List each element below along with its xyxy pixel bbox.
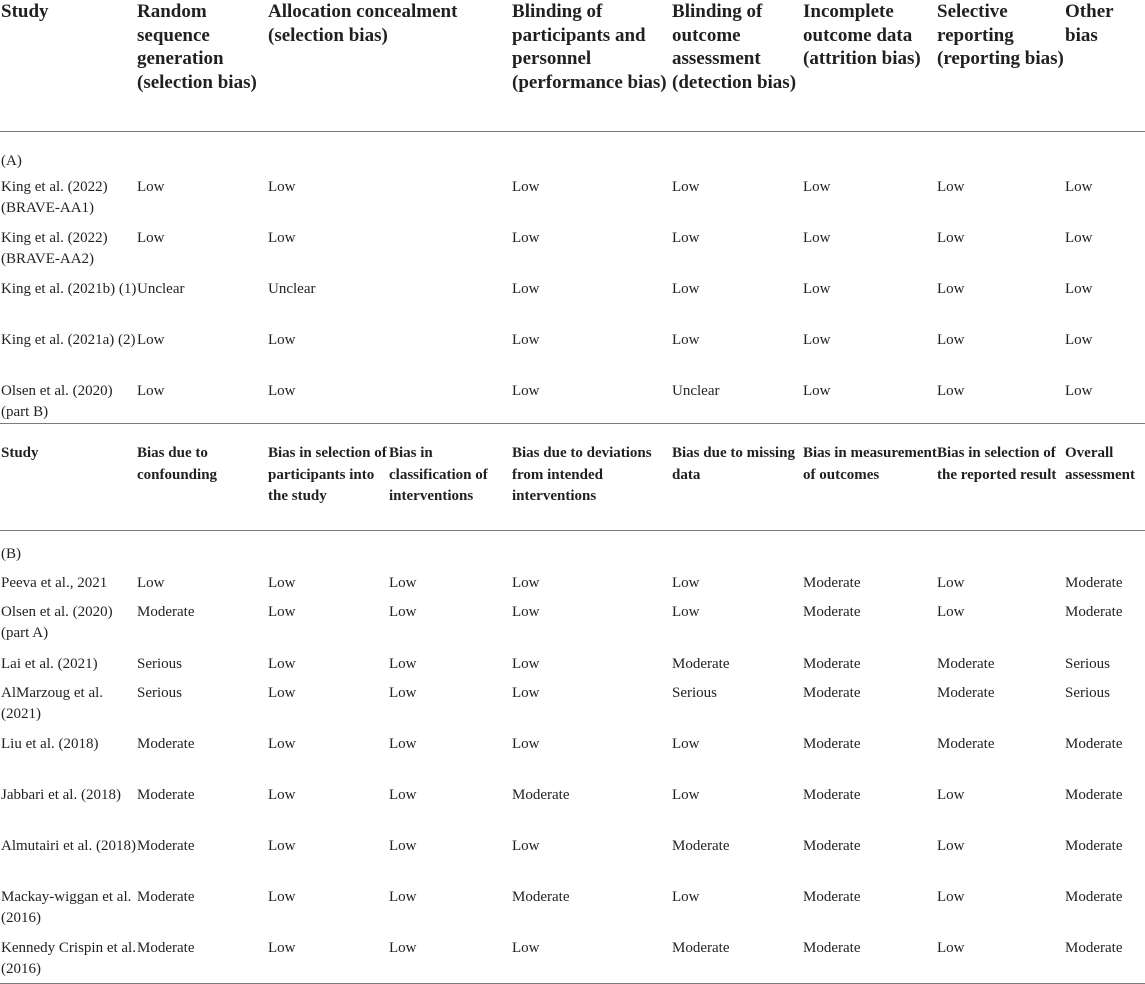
rating-cell: Unclear — [137, 281, 185, 297]
column-header-study: Study — [1, 445, 39, 461]
study-name-cell: King et al. (2021a) (2) — [1, 332, 136, 348]
rating-cell: Low — [512, 736, 540, 752]
rating-cell: Low — [512, 575, 540, 591]
rating-cell: Low — [1065, 281, 1093, 297]
rating-cell: Low — [268, 383, 296, 399]
study-name-cell: Liu et al. (2018) — [1, 736, 99, 752]
rating-cell: Low — [268, 575, 296, 591]
rating-cell: Moderate — [1065, 940, 1123, 956]
rating-cell: Low — [389, 736, 417, 752]
table-a-header-row — [0, 0, 1145, 132]
rating-cell: Low — [803, 383, 831, 399]
rating-cell: Moderate — [937, 685, 995, 701]
rating-cell: Low — [268, 604, 296, 620]
rating-cell: Low — [672, 787, 700, 803]
rating-cell: Moderate — [803, 575, 861, 591]
column-header-random-sequence: Random sequence generation (selection bias) — [137, 1, 257, 93]
rating-cell: Moderate — [937, 656, 995, 672]
column-header-allocation-concealment: Allocation concealment (selection bias) — [268, 1, 458, 46]
table-row — [0, 596, 1145, 647]
column-header-blinding-outcome: Blinding of outcome assessment (detection bias) — [672, 1, 797, 93]
study-name-cell: King et al. (2022) (BRAVE-AA2) — [1, 230, 108, 267]
rating-cell: Moderate — [803, 940, 861, 956]
rating-cell: Moderate — [937, 736, 995, 752]
rating-cell: Moderate — [672, 656, 730, 672]
rating-cell: Low — [937, 604, 965, 620]
study-name-cell: Mackay-wiggan et al. (2016) — [1, 889, 132, 926]
rating-cell: Low — [937, 787, 965, 803]
rating-cell: Low — [937, 230, 965, 246]
rating-cell: Low — [512, 179, 540, 195]
rating-cell: Low — [268, 736, 296, 752]
table-b-header-row — [0, 428, 1145, 531]
column-header-missing-data: Bias due to missing data — [672, 445, 795, 483]
rating-cell: Low — [803, 281, 831, 297]
rating-cell: Low — [937, 575, 965, 591]
column-header-deviations-interventions: Bias due to deviations from intended interventions — [512, 445, 652, 504]
rating-cell: Serious — [1065, 656, 1110, 672]
rating-cell: Low — [672, 332, 700, 348]
rating-cell: Low — [512, 656, 540, 672]
rating-cell: Low — [268, 685, 296, 701]
table-row — [0, 647, 1145, 677]
rating-cell: Low — [937, 332, 965, 348]
column-header-overall-assessment: Overall assessment — [1065, 445, 1135, 483]
rating-cell: Low — [389, 889, 417, 905]
rating-cell: Low — [803, 179, 831, 195]
table-row — [0, 172, 1145, 223]
column-header-measurement-outcomes: Bias in measurement of outcomes — [803, 445, 937, 483]
rating-cell: Low — [672, 575, 700, 591]
rating-cell: Moderate — [137, 838, 195, 854]
rating-cell: Low — [268, 940, 296, 956]
rating-cell: Low — [672, 736, 700, 752]
rating-cell: Low — [389, 656, 417, 672]
rating-cell: Low — [268, 179, 296, 195]
rating-cell: Serious — [672, 685, 717, 701]
study-name-cell: King et al. (2022) (BRAVE-AA1) — [1, 179, 108, 216]
rating-cell: Unclear — [268, 281, 316, 297]
rating-cell: Moderate — [137, 604, 195, 620]
study-name-cell: Olsen et al. (2020) (part A) — [1, 604, 113, 641]
rating-cell: Moderate — [803, 787, 861, 803]
rating-cell: Moderate — [137, 736, 195, 752]
rating-cell: Low — [512, 230, 540, 246]
rating-cell: Low — [268, 889, 296, 905]
rating-cell: Unclear — [672, 383, 720, 399]
rating-cell: Low — [1065, 230, 1093, 246]
rating-cell: Low — [937, 179, 965, 195]
table-row — [0, 881, 1145, 932]
column-header-incomplete-data: Incomplete outcome data (attrition bias) — [803, 1, 921, 69]
table-row — [0, 728, 1145, 779]
rating-cell: Low — [389, 604, 417, 620]
study-name-cell: Lai et al. (2021) — [1, 656, 98, 672]
rating-cell: Moderate — [672, 838, 730, 854]
rating-cell: Low — [672, 889, 700, 905]
study-name-cell: AlMarzoug et al. (2021) — [1, 685, 104, 722]
rating-cell: Low — [1065, 383, 1093, 399]
rating-cell: Moderate — [1065, 838, 1123, 854]
rating-cell: Low — [268, 787, 296, 803]
table-row — [0, 274, 1145, 325]
study-name-cell: Kennedy Crispin et al. (2016) — [1, 940, 136, 977]
rating-cell: Low — [137, 575, 165, 591]
table-row — [0, 677, 1145, 728]
rating-cell: Low — [137, 383, 165, 399]
rating-cell: Low — [389, 787, 417, 803]
rating-cell: Low — [512, 838, 540, 854]
rating-cell: Moderate — [803, 889, 861, 905]
rating-cell: Moderate — [803, 736, 861, 752]
study-name-cell: Almutairi et al. (2018) — [1, 838, 136, 854]
rating-cell: Low — [137, 179, 165, 195]
rating-cell: Low — [268, 656, 296, 672]
rating-cell: Low — [672, 604, 700, 620]
table-row — [0, 830, 1145, 881]
column-header-selection-reported-result: Bias in selection of the reported result — [937, 445, 1057, 483]
table-row — [0, 779, 1145, 830]
rating-cell: Low — [1065, 332, 1093, 348]
table-row — [0, 325, 1145, 376]
rating-cell: Moderate — [512, 787, 570, 803]
rating-cell: Moderate — [512, 889, 570, 905]
study-name-cell: Jabbari et al. (2018) — [1, 787, 121, 803]
rating-cell: Moderate — [1065, 787, 1123, 803]
rating-cell: Low — [937, 889, 965, 905]
section-label-row — [0, 531, 1145, 567]
column-header-study: Study — [1, 1, 49, 22]
rating-cell: Low — [137, 230, 165, 246]
rating-cell: Moderate — [1065, 889, 1123, 905]
rating-cell: Moderate — [1065, 736, 1123, 752]
rating-cell: Low — [937, 383, 965, 399]
rating-cell: Moderate — [137, 787, 195, 803]
column-header-confounding: Bias due to confounding — [137, 445, 218, 483]
study-name-cell: Peeva et al., 2021 — [1, 575, 108, 591]
rating-cell: Low — [389, 838, 417, 854]
table-row — [0, 566, 1145, 596]
rating-cell: Low — [137, 332, 165, 348]
rating-cell: Low — [937, 838, 965, 854]
rating-cell: Moderate — [137, 940, 195, 956]
rating-cell: Low — [512, 940, 540, 956]
column-header-blinding-participants: Blinding of participants and personnel (performance bias) — [512, 1, 667, 93]
rating-cell: Low — [937, 940, 965, 956]
column-header-selection-participants: Bias in selection of participants into the study — [268, 445, 387, 504]
study-name-cell: King et al. (2021b) (1) — [1, 281, 137, 297]
rating-cell: Moderate — [137, 889, 195, 905]
rating-cell: Low — [512, 604, 540, 620]
rating-cell: Serious — [1065, 685, 1110, 701]
rating-cell: Low — [672, 281, 700, 297]
rating-cell: Moderate — [803, 838, 861, 854]
rating-cell: Low — [512, 281, 540, 297]
table-row — [0, 223, 1145, 274]
rating-cell: Low — [1065, 179, 1093, 195]
rating-cell: Low — [389, 575, 417, 591]
section-label-a: (A) — [1, 153, 22, 169]
rating-cell: Low — [268, 838, 296, 854]
rating-cell: Serious — [137, 656, 182, 672]
risk-of-bias-table-b — [0, 428, 1145, 984]
rating-cell: Low — [268, 332, 296, 348]
rating-cell: Moderate — [803, 604, 861, 620]
risk-of-bias-table-a — [0, 0, 1145, 424]
rating-cell: Moderate — [803, 656, 861, 672]
column-header-classification-interventions: Bias in classification of interventions — [389, 445, 488, 504]
rating-cell: Moderate — [1065, 575, 1123, 591]
rating-cell: Low — [389, 940, 417, 956]
rating-cell: Moderate — [803, 685, 861, 701]
rating-cell: Low — [512, 332, 540, 348]
rating-cell: Low — [389, 685, 417, 701]
rating-cell: Serious — [137, 685, 182, 701]
rating-cell: Moderate — [1065, 604, 1123, 620]
study-name-cell: Olsen et al. (2020) (part B) — [1, 383, 113, 420]
section-label-row — [0, 132, 1145, 173]
column-header-selective-reporting: Selective reporting (reporting bias) — [937, 1, 1064, 69]
table-row — [0, 376, 1145, 424]
rating-cell: Low — [268, 230, 296, 246]
column-header-other-bias: Other bias — [1065, 1, 1114, 46]
rating-cell: Moderate — [672, 940, 730, 956]
rating-cell: Low — [672, 230, 700, 246]
rating-cell: Low — [937, 281, 965, 297]
section-label-b: (B) — [1, 546, 21, 562]
rating-cell: Low — [512, 685, 540, 701]
rating-cell: Low — [672, 179, 700, 195]
rating-cell: Low — [512, 383, 540, 399]
rating-cell: Low — [803, 230, 831, 246]
rating-cell: Low — [803, 332, 831, 348]
